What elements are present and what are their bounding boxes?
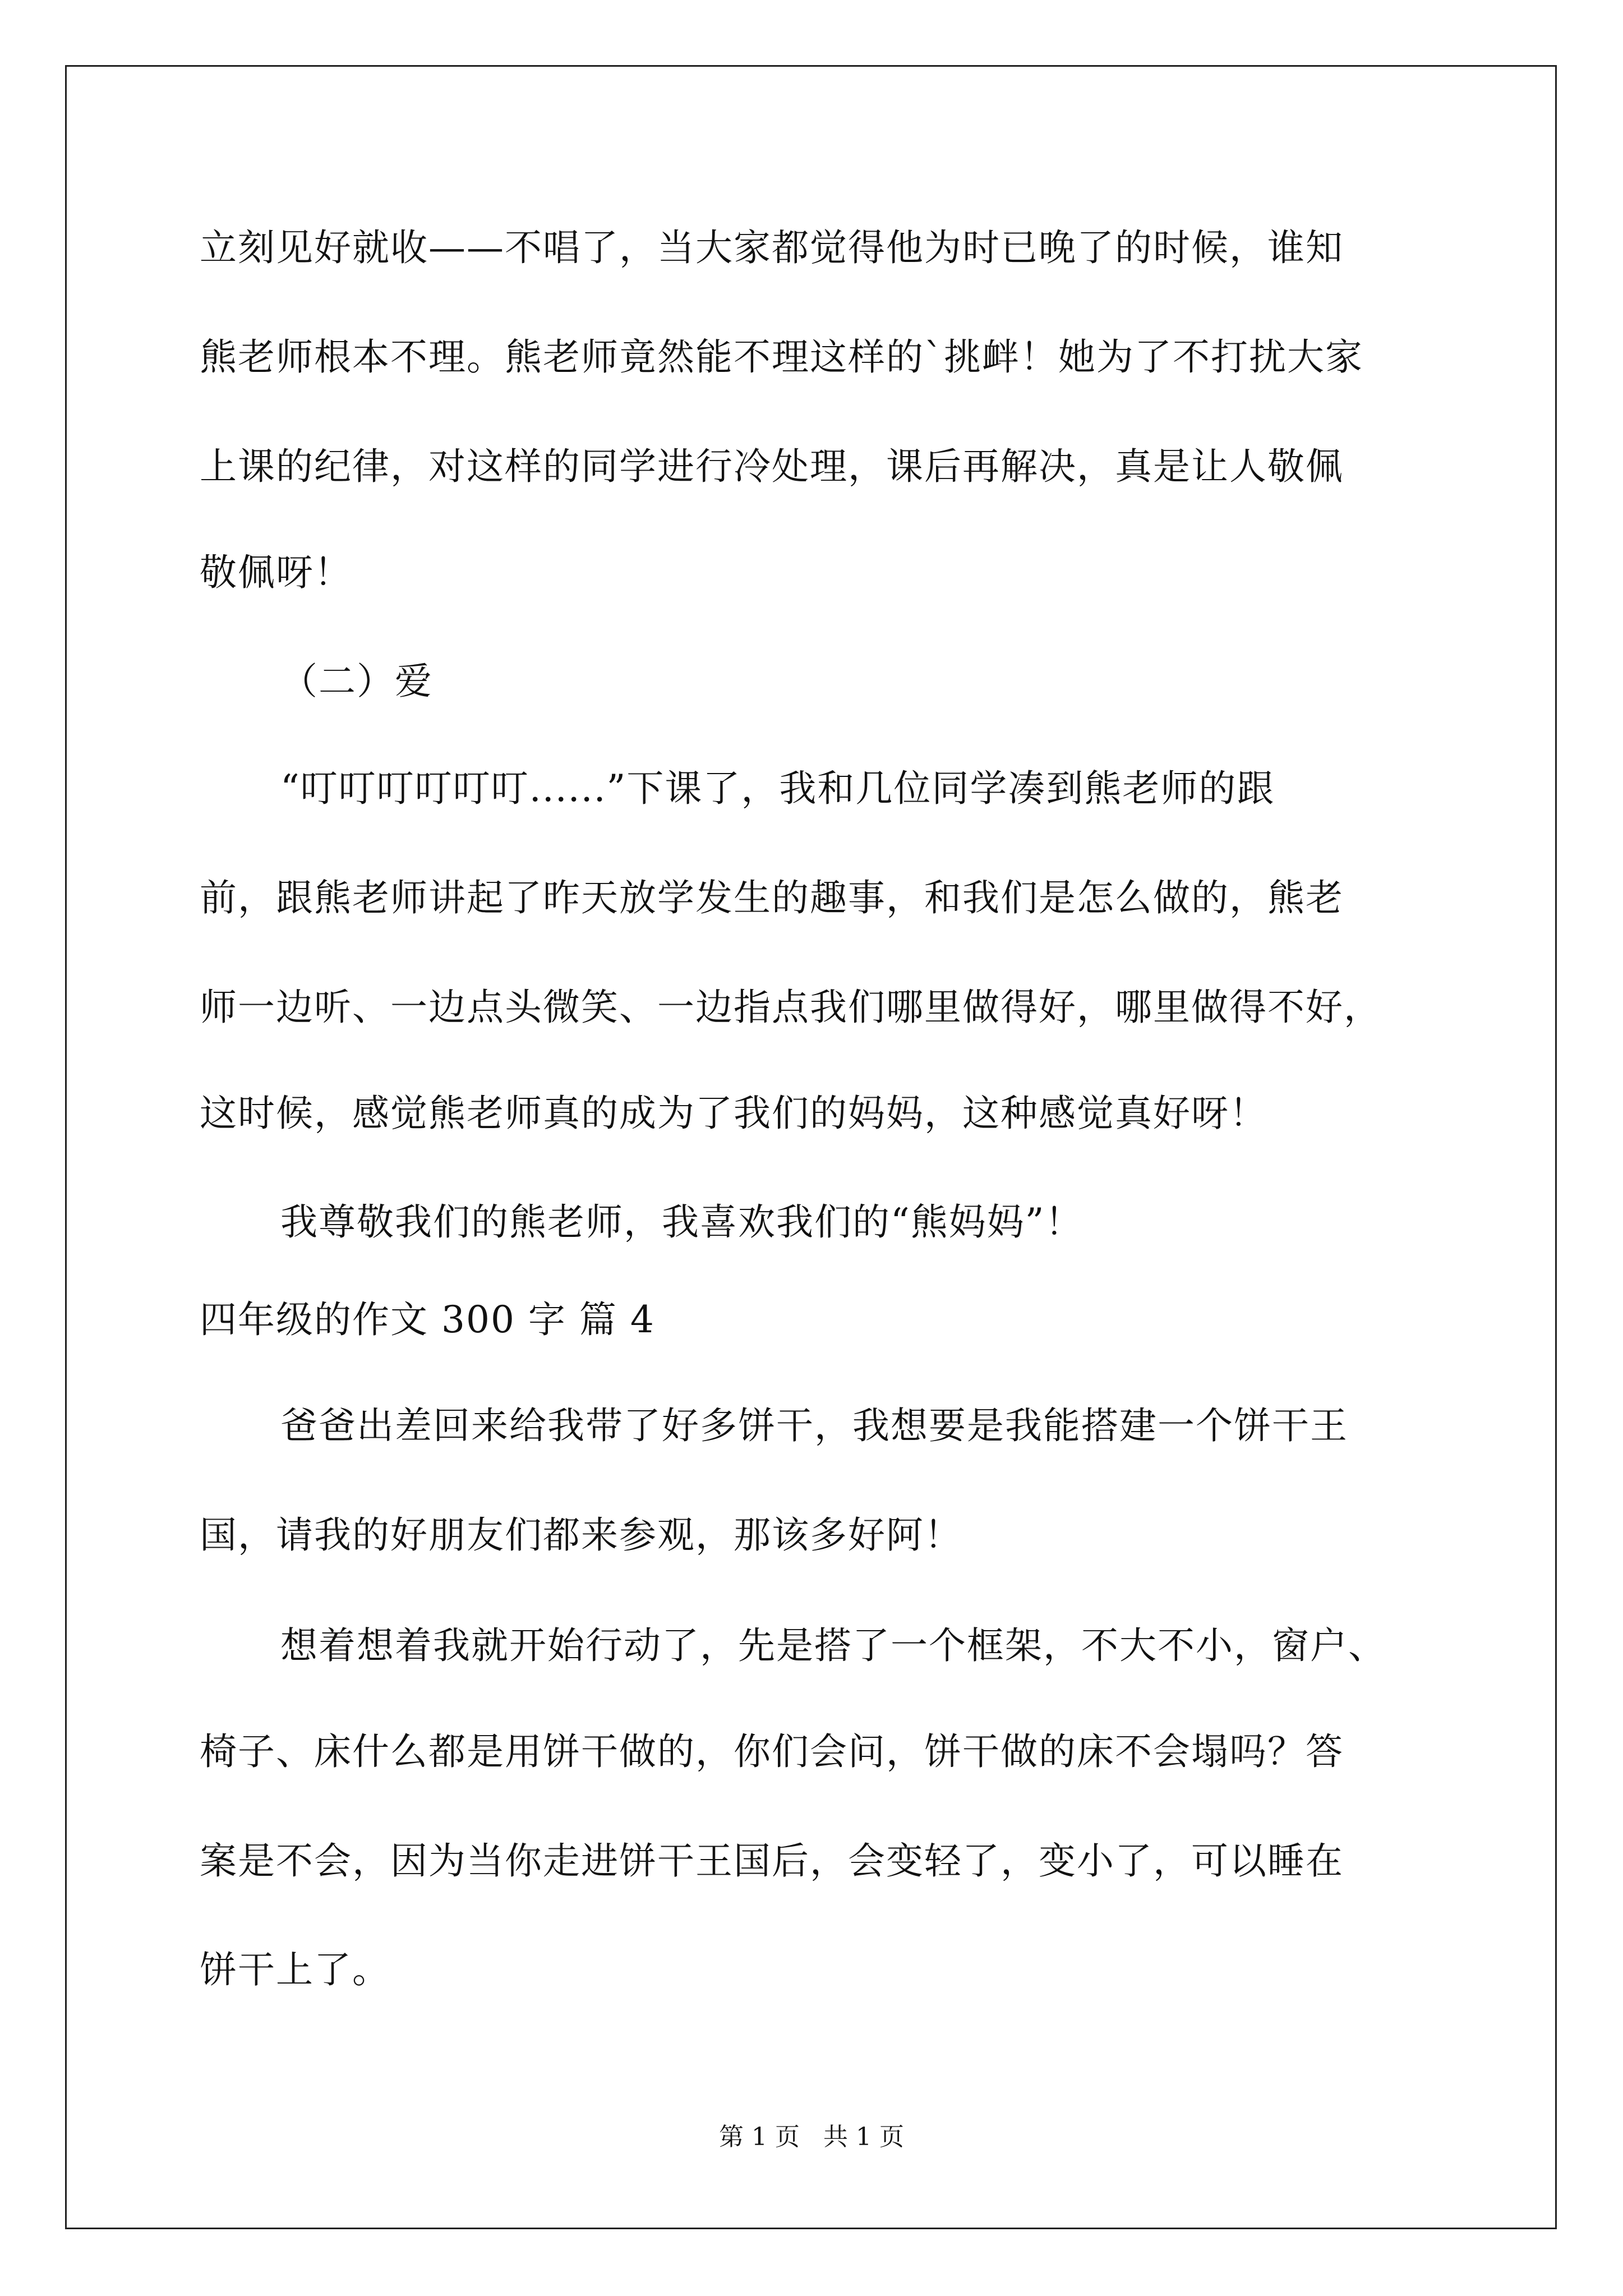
page-border bbox=[65, 65, 1557, 2229]
text-line: 熊老师根本不理。熊老师竟然能不理这样的`挑衅！她为了不打扰大家 bbox=[200, 335, 1363, 379]
text-line: 前，跟熊老师讲起了昨天放学发生的趣事，和我们是怎么做的，熊老 bbox=[200, 876, 1344, 919]
text-line: 上课的纪律，对这样的同学进行冷处理，课后再解决，真是让人敬佩 bbox=[200, 445, 1344, 488]
section-heading: （二）爱 bbox=[280, 660, 433, 703]
text-line: 国，请我的好朋友们都来参观，那该多好阿！ bbox=[200, 1513, 962, 1557]
text-line: 饼干上了。 bbox=[200, 1948, 390, 1991]
text-line: 椅子、床什么都是用饼干做的，你们会问，饼干做的床不会塌吗？答 bbox=[200, 1730, 1344, 1773]
text-line: 敬佩呀！ bbox=[200, 551, 352, 594]
text-line: 师一边听、一边点头微笑、一边指点我们哪里做得好，哪里做得不好， bbox=[200, 986, 1382, 1029]
text-line: 这时候，感觉熊老师真的成为了我们的妈妈，这种感觉真好呀！ bbox=[200, 1092, 1267, 1135]
page-number-footer: 第 1 页 共 1 页 bbox=[719, 2123, 904, 2151]
text-line: 立刻见好就收——不唱了，当大家都觉得他为时已晚了的时候，谁知 bbox=[200, 226, 1344, 269]
article-title: 四年级的作文 300 字 篇 4 bbox=[200, 1298, 655, 1341]
text-line: 爸爸出差回来给我带了好多饼干，我想要是我能搭建一个饼干王 bbox=[280, 1404, 1348, 1447]
text-line: 想着想着我就开始行动了，先是搭了一个框架，不大不小，窗户、 bbox=[280, 1624, 1386, 1667]
text-line: 我尊敬我们的熊老师，我喜欢我们的“熊妈妈”！ bbox=[280, 1200, 1083, 1244]
text-line: 案是不会，因为当你走进饼干王国后，会变轻了，变小了，可以睡在 bbox=[200, 1839, 1344, 1883]
text-line: “叮叮叮叮叮叮......”下课了，我和几位同学凑到熊老师的跟 bbox=[280, 767, 1275, 810]
